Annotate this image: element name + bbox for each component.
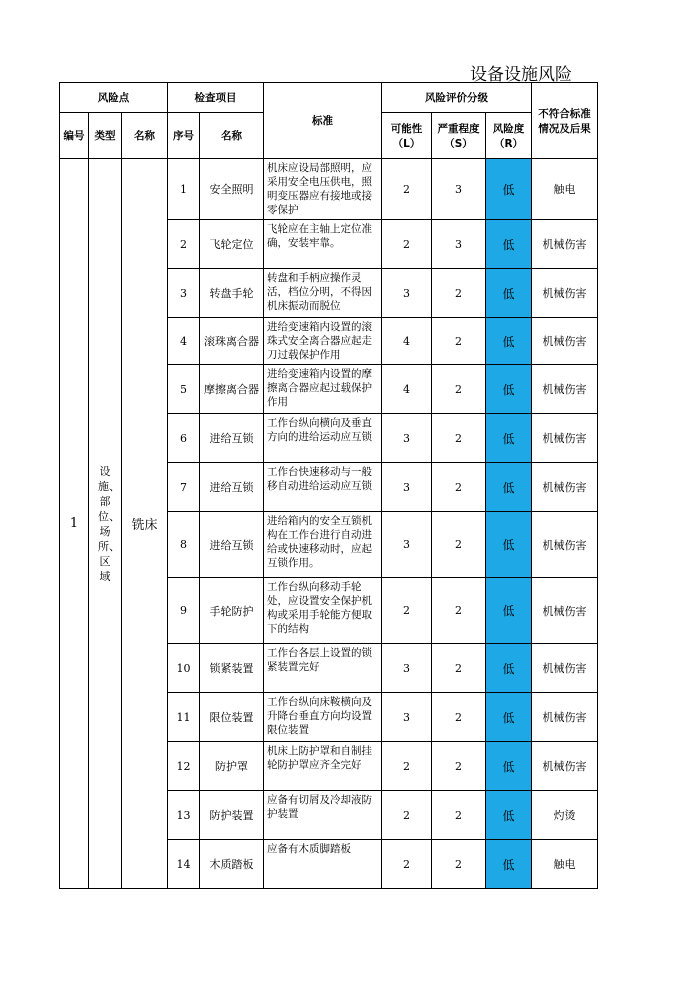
- row-risk-level: 低: [486, 644, 532, 693]
- header-risk-level: 风险度（R）: [486, 113, 532, 159]
- row-risk-level: 低: [486, 159, 532, 220]
- group-name: 铣床: [122, 159, 168, 889]
- row-possibility: 2: [382, 220, 432, 269]
- table-row: [60, 159, 598, 220]
- header-code: 编号: [60, 113, 89, 159]
- row-risk-level: 低: [486, 318, 532, 365]
- row-severity: 3: [432, 220, 486, 269]
- row-severity: 2: [432, 414, 486, 463]
- row-standard: 进给变速箱内设置的摩擦离合器应起过载保护作用: [264, 365, 382, 414]
- row-seq: 9: [168, 578, 200, 644]
- row-consequence: 机械伤害: [532, 318, 598, 365]
- row-risk-level: 低: [486, 742, 532, 791]
- row-severity: 2: [432, 791, 486, 840]
- row-risk-level: 低: [486, 791, 532, 840]
- row-standard: 工作台各层上设置的锁紧装置完好: [264, 644, 382, 693]
- header-risk-eval: 风险评价分级: [382, 83, 532, 113]
- row-item: 摩擦离合器: [200, 365, 264, 414]
- row-possibility: 4: [382, 318, 432, 365]
- row-consequence: 灼烫: [532, 791, 598, 840]
- page-title: 设备设施风险: [470, 65, 572, 85]
- row-risk-level: 低: [486, 269, 532, 318]
- row-possibility: 3: [382, 414, 432, 463]
- row-possibility: 4: [382, 365, 432, 414]
- row-possibility: 2: [382, 840, 432, 889]
- row-standard: 转盘和手柄应操作灵活，档位分明，不得因机床振动而脱位: [264, 269, 382, 318]
- row-risk-level: 低: [486, 512, 532, 578]
- row-severity: 2: [432, 578, 486, 644]
- row-consequence: 机械伤害: [532, 414, 598, 463]
- row-risk-level: 低: [486, 578, 532, 644]
- row-severity: 2: [432, 318, 486, 365]
- header-consequence: 不符合标准情况及后果: [532, 83, 598, 159]
- group-type: 设施、部位、场所、区域: [98, 464, 120, 583]
- row-possibility: 3: [382, 512, 432, 578]
- row-risk-level: 低: [486, 840, 532, 889]
- row-seq: 11: [168, 693, 200, 742]
- row-seq: 13: [168, 791, 200, 840]
- row-consequence: 机械伤害: [532, 578, 598, 644]
- row-seq: 3: [168, 269, 200, 318]
- header-check-item: 检查项目: [168, 83, 264, 113]
- row-possibility: 2: [382, 791, 432, 840]
- row-item: 飞轮定位: [200, 220, 264, 269]
- row-consequence: 机械伤害: [532, 463, 598, 512]
- row-item: 滚珠离合器: [200, 318, 264, 365]
- row-possibility: 2: [382, 159, 432, 220]
- header-name: 名称: [122, 113, 168, 159]
- row-consequence: 机械伤害: [532, 220, 598, 269]
- row-item: 进给互锁: [200, 414, 264, 463]
- row-item: 防护装置: [200, 791, 264, 840]
- row-consequence: 机械伤害: [532, 269, 598, 318]
- row-possibility: 3: [382, 693, 432, 742]
- row-consequence: 机械伤害: [532, 693, 598, 742]
- row-seq: 2: [168, 220, 200, 269]
- row-standard: 飞轮应在主轴上定位准确，安装牢靠。: [264, 220, 382, 269]
- row-consequence: 机械伤害: [532, 365, 598, 414]
- row-consequence: 机械伤害: [532, 512, 598, 578]
- row-standard: 工作台纵向床鞍横向及升降台垂直方向均设置限位装置: [264, 693, 382, 742]
- row-possibility: 3: [382, 269, 432, 318]
- row-seq: 6: [168, 414, 200, 463]
- row-risk-level: 低: [486, 414, 532, 463]
- row-standard: 应备有切屑及冷却液防护装置: [264, 791, 382, 840]
- row-seq: 7: [168, 463, 200, 512]
- row-possibility: 2: [382, 742, 432, 791]
- header-possibility: 可能性（L）: [382, 113, 432, 159]
- row-consequence: 机械伤害: [532, 644, 598, 693]
- row-item: 木质踏板: [200, 840, 264, 889]
- row-item: 进给互锁: [200, 463, 264, 512]
- row-severity: 2: [432, 742, 486, 791]
- header-type: 类型: [89, 113, 122, 159]
- row-seq: 5: [168, 365, 200, 414]
- row-standard: 进给变速箱内设置的滚珠式安全离合器应起走刀过载保护作用: [264, 318, 382, 365]
- row-standard: 工作台纵向移动手轮处，应设置安全保护机构或采用手轮能方便取下的结构: [264, 578, 382, 644]
- row-severity: 2: [432, 840, 486, 889]
- row-risk-level: 低: [486, 220, 532, 269]
- header-risk-point: 风险点: [60, 83, 168, 113]
- row-consequence: 触电: [532, 159, 598, 220]
- row-item: 锁紧装置: [200, 644, 264, 693]
- row-seq: 10: [168, 644, 200, 693]
- row-standard: 进给箱内的安全互锁机构在工作台进行自动进给或快速移动时，应起互锁作用。: [264, 512, 382, 578]
- group-type-cell: [89, 159, 122, 889]
- group-code: 1: [60, 159, 89, 889]
- row-severity: 2: [432, 269, 486, 318]
- row-severity: 2: [432, 365, 486, 414]
- row-item: 安全照明: [200, 159, 264, 220]
- row-possibility: 2: [382, 578, 432, 644]
- row-consequence: 机械伤害: [532, 742, 598, 791]
- row-seq: 14: [168, 840, 200, 889]
- row-risk-level: 低: [486, 365, 532, 414]
- row-severity: 2: [432, 512, 486, 578]
- row-seq: 4: [168, 318, 200, 365]
- row-standard: 工作台纵向横向及垂直方向的进给运动应互锁: [264, 414, 382, 463]
- header-severity: 严重程度（S）: [432, 113, 486, 159]
- header-item-name: 名称: [200, 113, 264, 159]
- row-standard: 机床应设局部照明，应采用安全电压供电，照明变压器应有接地或接零保护: [264, 159, 382, 220]
- row-possibility: 3: [382, 644, 432, 693]
- row-item: 防护罩: [200, 742, 264, 791]
- row-seq: 1: [168, 159, 200, 220]
- row-standard: 机床上防护罩和自制挂轮防护罩应齐全完好: [264, 742, 382, 791]
- table-body: [60, 159, 598, 889]
- row-seq: 8: [168, 512, 200, 578]
- row-item: 转盘手轮: [200, 269, 264, 318]
- row-severity: 2: [432, 644, 486, 693]
- row-possibility: 3: [382, 463, 432, 512]
- row-item: 手轮防护: [200, 578, 264, 644]
- header-standard: 标准: [264, 83, 382, 159]
- row-severity: 3: [432, 159, 486, 220]
- row-item: 限位装置: [200, 693, 264, 742]
- row-consequence: 触电: [532, 840, 598, 889]
- row-item: 进给互锁: [200, 512, 264, 578]
- risk-table: [59, 82, 598, 889]
- row-severity: 2: [432, 463, 486, 512]
- row-risk-level: 低: [486, 463, 532, 512]
- row-risk-level: 低: [486, 693, 532, 742]
- row-severity: 2: [432, 693, 486, 742]
- row-seq: 12: [168, 742, 200, 791]
- row-standard: 应备有木质脚踏板: [264, 840, 382, 889]
- header-seq: 序号: [168, 113, 200, 159]
- row-standard: 工作台快速移动与一般移自动进给运动应互锁: [264, 463, 382, 512]
